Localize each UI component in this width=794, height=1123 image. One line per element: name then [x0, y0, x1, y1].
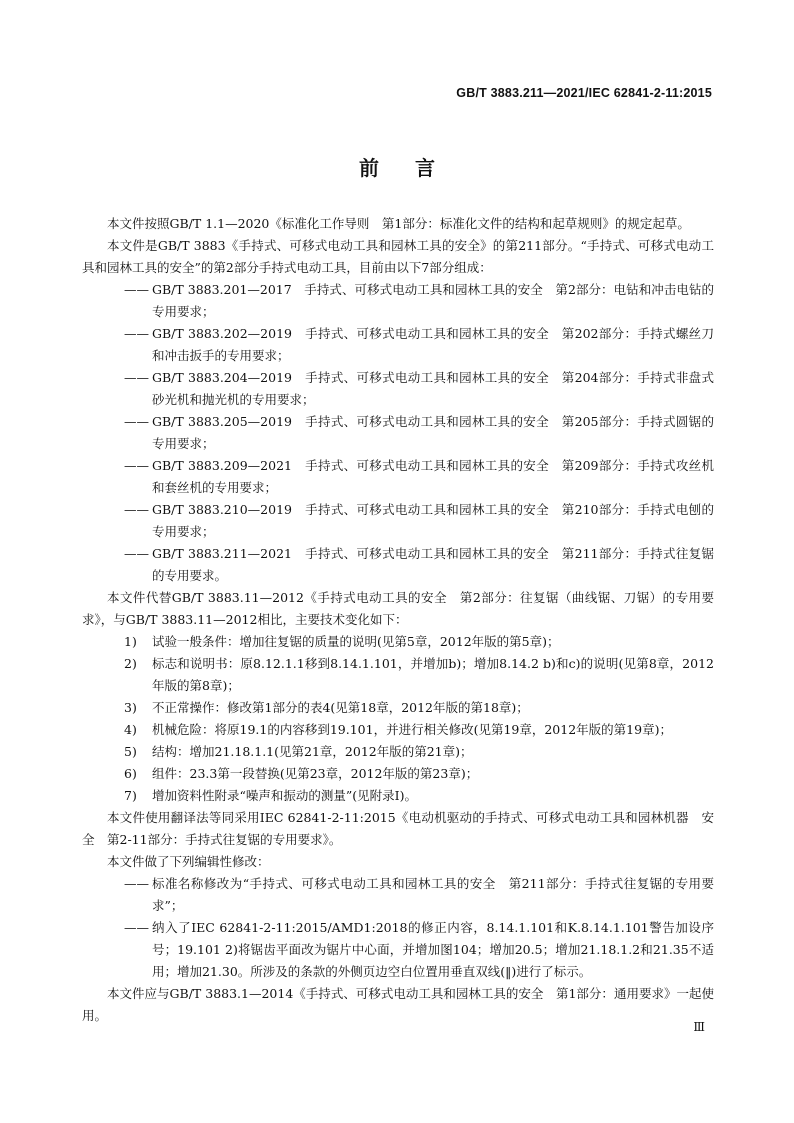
- change-list-item: 6) 组件：23.3第一段替换(见第23章，2012年版的第23章)；: [82, 763, 714, 785]
- part-list-item: —— GB/T 3883.209—2021 手持式、可移式电动工具和园林工具的安全 第209部分：手持式攻丝机和套丝机的专用要求；: [82, 455, 714, 499]
- dash-mark: ——: [124, 370, 149, 385]
- part-list-item: —— GB/T 3883.210—2019 手持式、可移式电动工具和园林工具的安全 第210部分：手持式电刨的专用要求；: [82, 499, 714, 543]
- change-list-item: 4) 机械危险：将原19.1的内容移到19.101，并进行相关修改(见第19章，2012年版的第19章)；: [82, 719, 714, 741]
- dash-mark: ——: [124, 876, 149, 891]
- list-number: 1): [124, 634, 137, 649]
- part-list-item: —— GB/T 3883.211—2021 手持式、可移式电动工具和园林工具的安全 第211部分：手持式往复锯的专用要求。: [82, 543, 714, 587]
- dash-mark: ——: [124, 326, 149, 341]
- change-list-item: 1) 试验一般条件：增加往复锯的质量的说明(见第5章，2012年版的第5章)；: [82, 631, 714, 653]
- editorial-intro-paragraph: 本文件做了下列编辑性修改：: [107, 854, 270, 869]
- dash-mark: ——: [124, 282, 149, 297]
- page-number: Ⅲ: [693, 1020, 704, 1034]
- list-number: 4): [124, 722, 137, 737]
- document-body: [82, 213, 714, 1027]
- dash-mark: ——: [124, 920, 149, 935]
- page-title: 前言: [359, 156, 471, 180]
- part-list-item: —— GB/T 3883.204—2019 手持式、可移式电动工具和园林工具的安全 第204部分：手持式非盘式砂光机和抛光机的专用要求；: [82, 367, 714, 411]
- dash-mark: ——: [124, 502, 149, 517]
- document-code-header: GB/T 3883.211—2021/IEC 62841-2-11:2015: [456, 86, 712, 100]
- replacement-paragraph: 本文件代替GB/T 3883.11—2012《手持式电动工具的安全 第2部分：往复锯（曲线锯、刀锯）的专用要求》，与GB/T 3883.11—2012相比，主要技术变化如下：: [82, 590, 714, 627]
- change-list-item: 7) 增加资料性附录“噪声和振动的测量”(见附录I)。: [82, 785, 714, 807]
- list-number: 7): [124, 788, 137, 803]
- dash-mark: ——: [124, 458, 149, 473]
- change-list-item: 2) 标志和说明书：原8.12.1.1移到8.14.1.101，并增加b)；增加8.14.2 b)和c)的说明(见第8章，2012年版的第8章)；: [82, 653, 714, 697]
- list-number: 3): [124, 700, 137, 715]
- change-list-item: 5) 结构：增加21.18.1.1(见第21章，2012年版的第21章)；: [82, 741, 714, 763]
- edit-list-item: —— 标准名称修改为“手持式、可移式电动工具和园林工具的安全 第211部分：手持式往复锯的专用要求”；: [82, 873, 714, 917]
- dash-mark: ——: [124, 414, 149, 429]
- part-list-item: —— GB/T 3883.202—2019 手持式、可移式电动工具和园林工具的安全 第202部分：手持式螺丝刀和冲击扳手的专用要求；: [82, 323, 714, 367]
- list-number: 6): [124, 766, 137, 781]
- change-list-item: 3) 不正常操作：修改第1部分的表4(见第18章，2012年版的第18章)；: [82, 697, 714, 719]
- list-number: 2): [124, 656, 137, 671]
- intro-paragraph: 本文件按照GB/T 1.1—2020《标准化工作导则 第1部分：标准化文件的结构和起草规则》的规定起草。: [107, 216, 690, 231]
- edit-list-item: —— 纳入了IEC 62841-2-11:2015/AMD1:2018的修正内容，8.14.1.101和K.8.14.1.101警告加设序号；19.101 2)将锯齿平面改为锯片中心面，并增加图104；增加20.5；增加21.18.1.2和21.35不适用；增加21.30。所涉及的条款的外侧页边空白位置用垂直双线(‖)进行了标示。: [82, 917, 714, 983]
- usage-paragraph: 本文件应与GB/T 3883.1—2014《手持式、可移式电动工具和园林工具的安全 第1部分：通用要求》一起使用。: [82, 986, 714, 1023]
- part-list-item: —— GB/T 3883.205—2019 手持式、可移式电动工具和园林工具的安全 第205部分：手持式圆锯的专用要求；: [82, 411, 714, 455]
- list-number: 5): [124, 744, 137, 759]
- scope-paragraph: 本文件是GB/T 3883《手持式、可移式电动工具和园林工具的安全》的第211部分。“手持式、可移式电动工具和园林工具的安全”的第2部分手持式电动工具，目前由以下7部分组成：: [82, 238, 714, 275]
- adoption-paragraph: 本文件使用翻译法等同采用IEC 62841-2-11:2015《电动机驱动的手持式、可移式电动工具和园林机器 安全 第2-11部分：手持式往复锯的专用要求》。: [82, 810, 714, 847]
- part-list-item: —— GB/T 3883.201—2017 手持式、可移式电动工具和园林工具的安全 第2部分：电钻和冲击电钻的专用要求；: [82, 279, 714, 323]
- dash-mark: ——: [124, 546, 149, 561]
